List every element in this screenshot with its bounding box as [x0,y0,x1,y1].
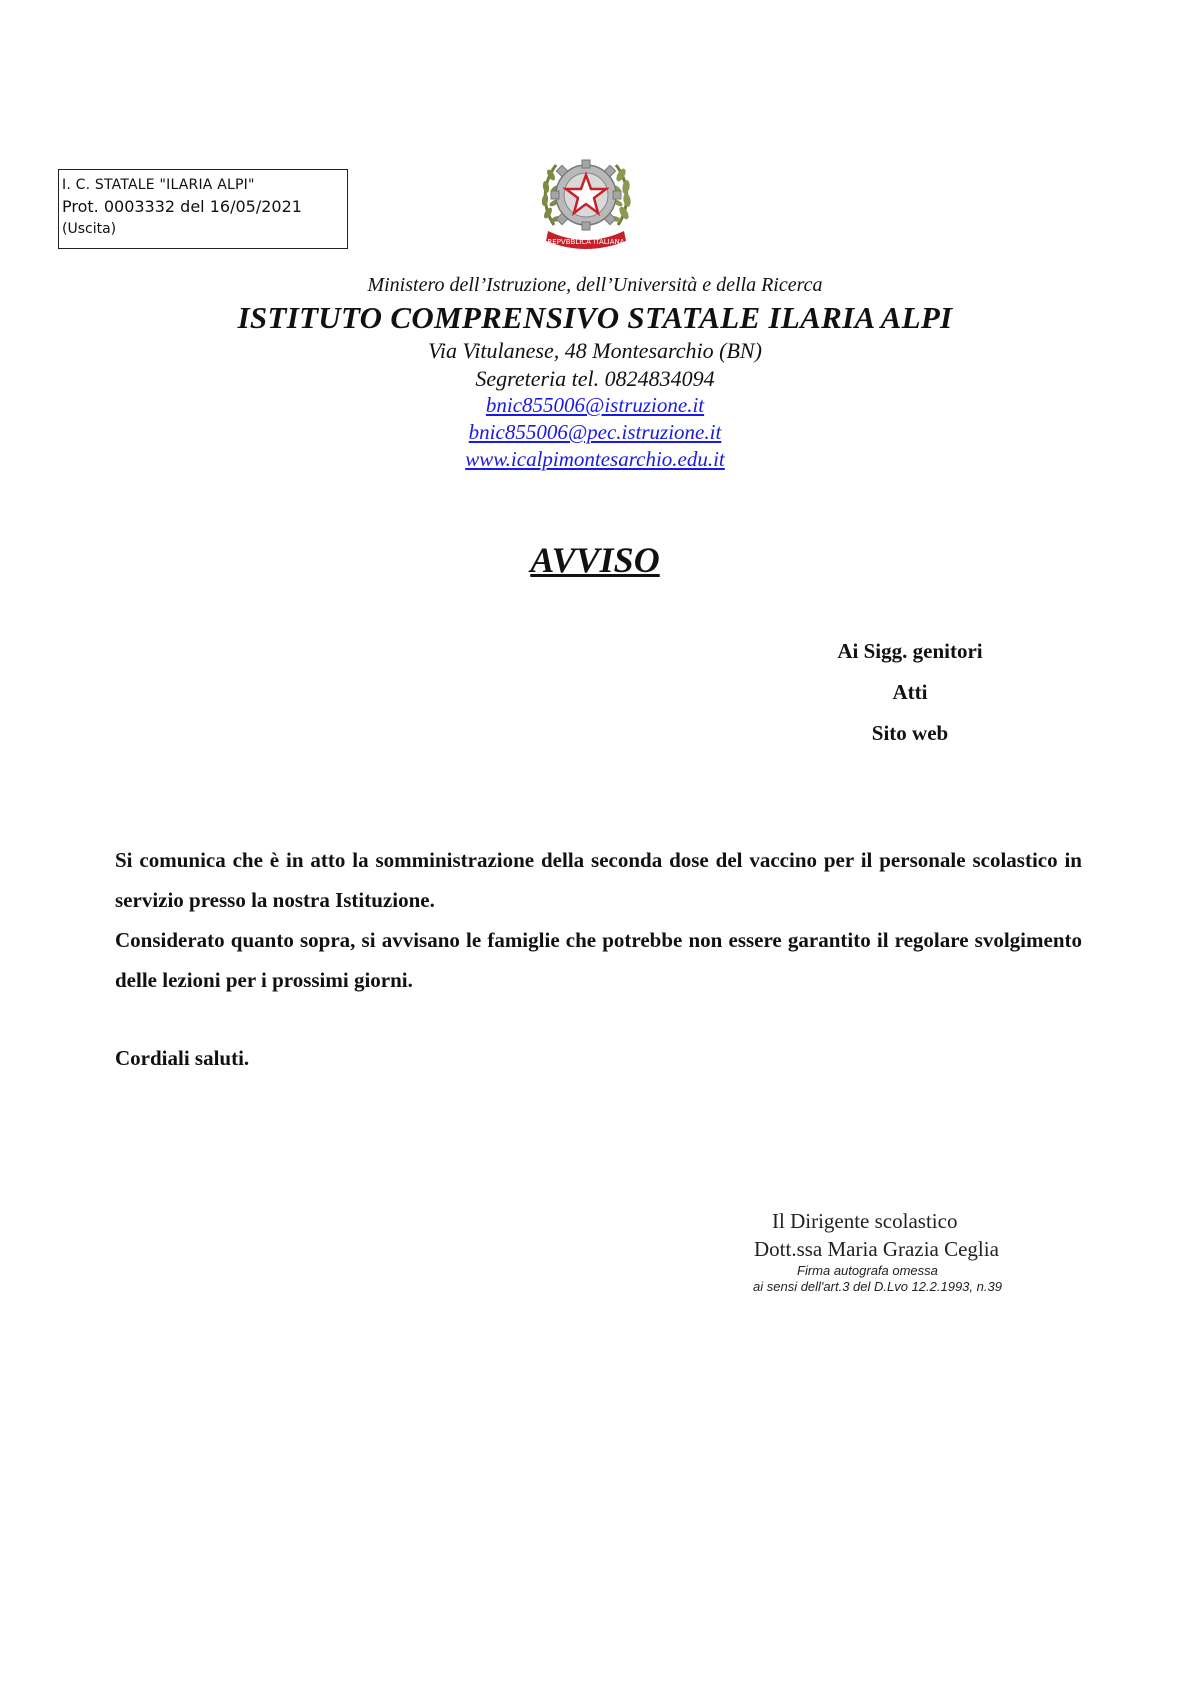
recipient-records: Atti [892,680,928,704]
email-link[interactable]: bnic855006@istruzione.it [485,393,705,417]
website-link[interactable]: www.icalpimontesarchio.edu.it [465,447,725,471]
emblem-ribbon-text: REPVBBLICA ITALIANA [547,238,625,246]
repubblica-italiana-emblem [534,145,638,255]
signatory-role: Il Dirigente scolastico [772,1209,958,1233]
letterhead [0,270,1190,473]
notice-title: AVVISO [530,540,660,580]
recipient-website: Sito web [871,721,949,745]
signature-note: Firma autografa omessa [797,1263,938,1278]
signatory-name: Dott.ssa Maria Grazia Ceglia [754,1237,999,1261]
institute-address: Via Vitulanese, 48 Montesarchio (BN) [428,338,762,363]
protocol-school: I. C. STATALE "ILARIA ALPI" [62,177,255,193]
closing-greeting: Cordiali saluti. [115,1046,250,1070]
protocol-number: Prot. 0003332 del 16/05/2021 [62,197,302,216]
notice-body [115,840,1082,1000]
signature-legal-reference: ai sensi dell'art.3 del D.Lvo 12.2.1993, n.39 [753,1279,1002,1294]
signature-block [740,1207,1060,1295]
institute-phone: Segreteria tel. 0824834094 [475,366,715,391]
ministry-name: Ministero dell’Istruzione, dell’Università e della Ricerca [367,274,823,296]
protocol-direction: (Uscita) [62,221,117,237]
emblem-icon [534,145,638,255]
protocol-stamp [58,169,348,249]
recipients-list [780,636,1040,759]
body-paragraph-2: Considerato quanto sopra, si avvisano le famiglie che potrebbe non essere garantito il regolare svolgimento delle lezioni per i prossimi giorni. [115,928,1082,992]
body-paragraph-1: Si comunica che è in atto la somministrazione della seconda dose del vaccino per il personale scolastico in servizio presso la nostra Istituzione. [115,848,1082,912]
institute-name: ISTITUTO COMPRENSIVO STATALE ILARIA ALPI [237,300,953,335]
pec-link[interactable]: bnic855006@pec.istruzione.it [468,420,722,444]
recipient-parents: Ai Sigg. genitori [837,639,983,663]
